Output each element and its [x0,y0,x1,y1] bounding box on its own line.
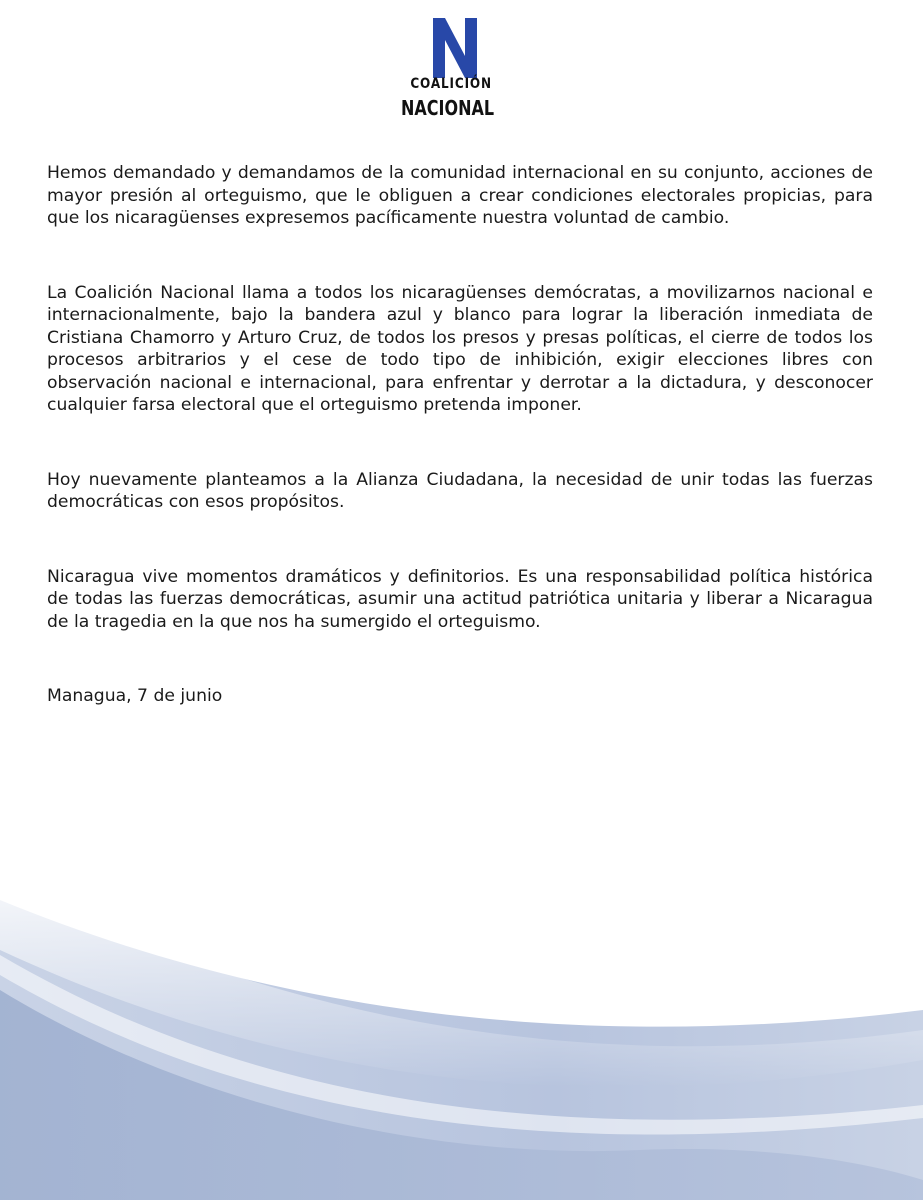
statement-body [47,162,873,708]
place-date-signoff: Managua, 7 de junio [47,686,223,706]
coalicion-nacional-logo [395,14,519,118]
logo-n-icon [433,18,477,78]
logo-coalicion-text: COALICIÓN [410,76,492,92]
paragraph-international-pressure: Hemos demandado y demandamos de la comunidad internacional en su conjunto, acciones de mayor presión al orteguismo, que le obliguen a crear condiciones electorales propicias, para que los nicaragüenses expresemos pacíficamente nuestra voluntad de cambio. [47,163,873,228]
paragraph-historic-responsibility: Nicaragua vive momentos dramáticos y definitorios. Es una responsabilidad política histórica de todas las fuerzas democráticas, asumir una actitud patriótica unitaria y liberar a Nicaragua de la tragedia en la que nos ha sumergido el orteguismo. [47,566,873,632]
logo-nacional-text: NACIONAL [401,96,495,120]
paragraph-mobilization-call: La Coalición Nacional llama a todos los nicaragüenses demócratas, a movilizarnos nacional e internacionalmente, bajo la bandera azul y blanco para lograr la liberación inmediata de Cristiana Chamorro y Arturo Cruz, de todos los presos y presas políticas, el cierre de todos los procesos arbitrarios y el cese de todo tipo de inhibición, exigir elecciones libres con observación nacional e internacional, para enfrentar y derrotar a la dictadura, y desconocer cualquier farsa electoral que el orteguismo pretenda imponer. [47,282,873,415]
decorative-blue-swoosh [0,860,923,1200]
paragraph-alianza-ciudadana: Hoy nuevamente planteamos a la Alianza Ciudadana, la necesidad de unir todas las fuerzas democráticas con esos propósitos. [47,469,873,512]
